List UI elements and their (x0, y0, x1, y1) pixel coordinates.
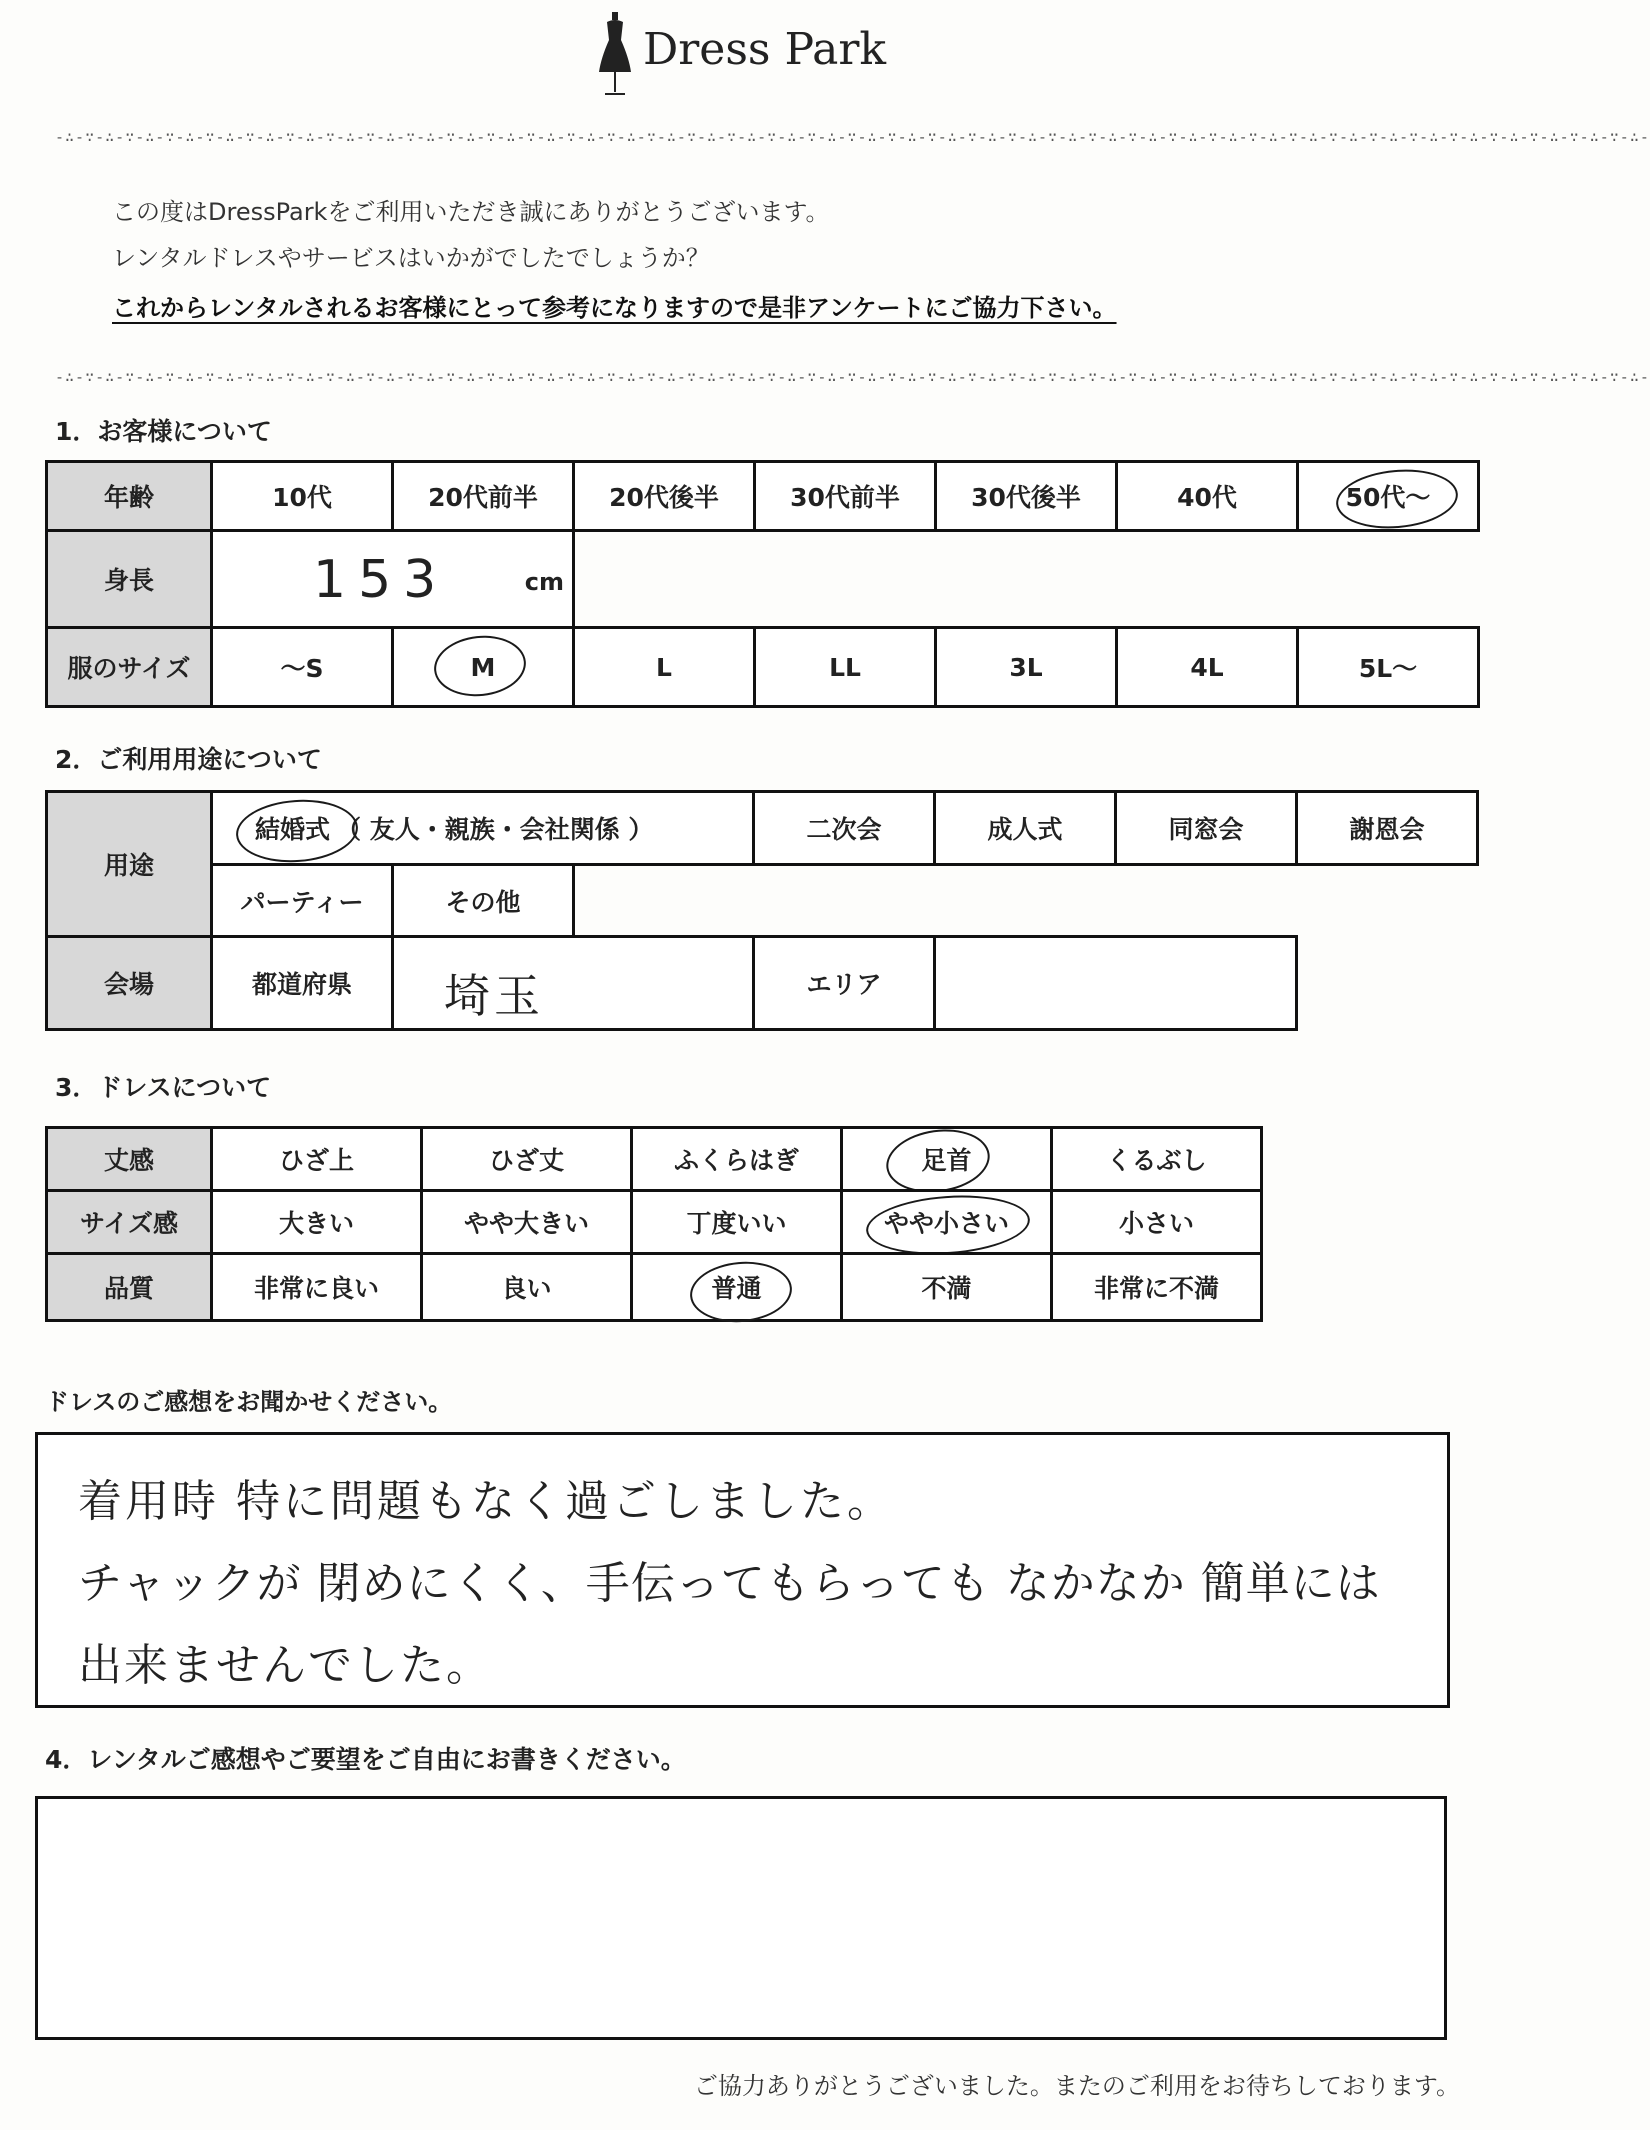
length-option[interactable]: くるぶし (1050, 1126, 1263, 1192)
venue-label: 会場 (45, 935, 213, 1031)
quality-option[interactable]: 非常に不満 (1050, 1252, 1263, 1322)
dotted-divider: -∴-∵-∴-∵-∴-∵-∴-∵-∴-∵-∴-∵-∴-∵-∴-∵-∴-∵-∴-∵-∴-∵-∴-∵-∴-∵-∴-∵-∴-∵-∴-∵-∴-∵-∴-∵-∴-∵-∴-∵-∴-∵-∴-∵-∴-∵-∴-∵-∴-∵-∴-∵-∴-∵-∴-∵-∴-∵-∴-∵-∴-∵-∴-∵-∴-∵-∴-∵-∴-∵-∴-∵-∴-∵-∴-∵-∴-∵-∴- (55, 368, 1650, 386)
section4-title: 4．レンタルご感想やご要望をご自由にお書きください。 (45, 1745, 686, 1774)
size-label: 服のサイズ (45, 626, 213, 708)
wedding-detail: （ 友人・親族・会社関係 ） (336, 815, 654, 844)
size-option-selected[interactable]: M (391, 626, 575, 708)
length-option-selected[interactable]: 足首 (840, 1126, 1053, 1192)
purpose-label: 用途 (45, 790, 213, 938)
fit-label: サイズ感 (45, 1189, 213, 1255)
dotted-divider: -∴-∵-∴-∵-∴-∵-∴-∵-∴-∵-∴-∵-∴-∵-∴-∵-∴-∵-∴-∵-∴-∵-∴-∵-∴-∵-∴-∵-∴-∵-∴-∵-∴-∵-∴-∵-∴-∵-∴-∵-∴-∵-∴-∵-∴-∵-∴-∵-∴-∵-∴-∵-∴-∵-∴-∵-∴-∵-∴-∵-∴-∵-∴-∵-∴-∵-∴-∵-∴-∵-∴-∵-∴-∵-∴-∵-∴-∵-∴- (55, 128, 1650, 146)
prefecture-value: 埼玉 (444, 969, 544, 1023)
height-input[interactable] (210, 529, 575, 629)
size-option[interactable]: LL (753, 626, 937, 708)
fit-option[interactable]: 大きい (210, 1189, 423, 1255)
impression-line-1: 着用時 特に問題もなく過ごしました。 (78, 1476, 894, 1527)
length-option[interactable]: ひざ上 (210, 1126, 423, 1192)
wedding-option-selected[interactable] (210, 790, 755, 866)
purpose-option[interactable]: 二次会 (752, 790, 936, 866)
size-option[interactable]: 4L (1115, 626, 1299, 708)
length-option[interactable]: ひざ丈 (420, 1126, 633, 1192)
age-option[interactable]: 30代前半 (753, 460, 937, 532)
dresspark-logo (595, 10, 915, 100)
age-option-selected[interactable]: 50代～ (1296, 460, 1480, 532)
age-label: 年齢 (45, 460, 213, 532)
purpose-option[interactable]: 成人式 (933, 790, 1117, 866)
age-option[interactable]: 20代前半 (391, 460, 575, 532)
impression-title: ドレスのご感想をお聞かせください。 (45, 1388, 453, 1416)
quality-option[interactable]: 不満 (840, 1252, 1053, 1322)
size-option[interactable]: L (572, 626, 756, 708)
size-option[interactable]: 5L～ (1296, 626, 1480, 708)
fit-option[interactable]: やや大きい (420, 1189, 633, 1255)
quality-label: 品質 (45, 1252, 213, 1322)
prefecture-label: 都道府県 (210, 935, 394, 1031)
brand-name: Dress Park (643, 24, 887, 75)
height-unit: cm (524, 568, 564, 596)
size-option[interactable]: ～S (210, 626, 394, 708)
prefecture-input[interactable] (391, 935, 755, 1031)
age-option[interactable]: 30代後半 (934, 460, 1118, 532)
length-label: 丈感 (45, 1126, 213, 1192)
quality-option[interactable]: 非常に良い (210, 1252, 423, 1322)
wedding-label: 結婚式 (255, 815, 331, 844)
intro-line-2: レンタルドレスやサービスはいかがでしたでしょうか？ (112, 244, 710, 272)
purpose-option[interactable]: 謝恩会 (1295, 790, 1479, 866)
party-option[interactable]: パーティー (210, 863, 394, 938)
fit-option-selected[interactable]: やや小さい (840, 1189, 1053, 1255)
quality-option-selected[interactable]: 普通 (630, 1252, 843, 1322)
impression-line-3: 出来ませんでした。 (78, 1640, 492, 1691)
intro-line-3: これからレンタルされるお客様にとって参考になりますので是非アンケートにご協力下さい。 (112, 294, 1117, 322)
section2-title: 2．ご利用用途について (55, 745, 322, 774)
intro-line-1: この度はDressParkをご利用いただき誠にありがとうございます。 (112, 198, 830, 226)
area-label: エリア (752, 935, 936, 1031)
age-option[interactable]: 40代 (1115, 460, 1299, 532)
section3-title: 3．ドレスについて (55, 1073, 272, 1102)
size-option[interactable]: 3L (934, 626, 1118, 708)
other-option[interactable]: その他 (391, 863, 575, 938)
section1-title: 1．お客様について (55, 417, 272, 446)
length-option[interactable]: ふくらはぎ (630, 1126, 843, 1192)
quality-option[interactable]: 良い (420, 1252, 633, 1322)
dress-mannequin-icon (595, 10, 635, 100)
impression-textarea[interactable] (35, 1432, 1450, 1708)
height-value: 153 (313, 550, 449, 610)
purpose-option[interactable]: 同窓会 (1114, 790, 1298, 866)
request-textarea[interactable] (35, 1796, 1447, 2040)
age-option[interactable]: 10代 (210, 460, 394, 532)
fit-option[interactable]: 小さい (1050, 1189, 1263, 1255)
impression-line-2: チャックが 閉めにくく、手伝ってもらっても なかなか 簡単には (78, 1558, 1381, 1609)
height-label: 身長 (45, 529, 213, 629)
footer-thanks: ご協力ありがとうございました。またのご利用をお待ちしております。 (693, 2072, 1460, 2100)
age-option[interactable]: 20代後半 (572, 460, 756, 532)
fit-option[interactable]: 丁度いい (630, 1189, 843, 1255)
area-input[interactable] (933, 935, 1298, 1031)
